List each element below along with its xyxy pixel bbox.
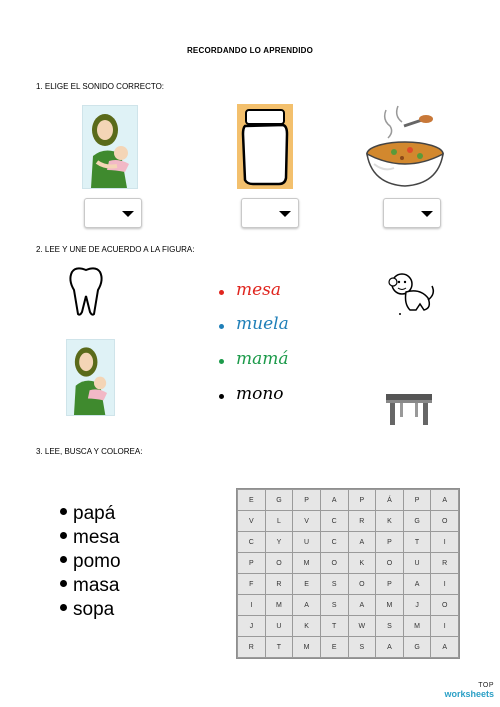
grid-cell[interactable]: K (376, 511, 404, 532)
grid-row (238, 595, 459, 616)
grid-cell[interactable]: V (238, 511, 266, 532)
soup-icon (364, 102, 446, 190)
grid-cell[interactable]: A (431, 490, 459, 511)
grid-cell[interactable]: I (431, 574, 459, 595)
grid-cell[interactable]: O (376, 553, 404, 574)
grid-cell[interactable]: M (293, 637, 321, 658)
grid-cell[interactable]: P (376, 574, 404, 595)
grid-cell[interactable]: P (403, 490, 431, 511)
grid-cell[interactable]: R (265, 574, 293, 595)
grid-cell[interactable]: E (238, 490, 266, 511)
grid-cell[interactable]: A (348, 595, 376, 616)
grid-cell[interactable]: I (431, 532, 459, 553)
grid-cell[interactable]: P (376, 532, 404, 553)
grid-cell[interactable]: E (320, 637, 348, 658)
monkey-image (386, 268, 438, 318)
grid-cell[interactable]: O (320, 553, 348, 574)
table-image (384, 390, 434, 426)
bullet-icon (60, 532, 67, 539)
page-title: RECORDANDO LO APRENDIDO (186, 46, 314, 55)
logo-name-text: worksheets (444, 689, 494, 699)
bullet-icon (60, 556, 67, 563)
grid-cell[interactable]: T (403, 532, 431, 553)
section2-heading: 2. LEE Y UNE DE ACUERDO A LA FIGURA: (36, 245, 195, 254)
grid-cell[interactable]: K (293, 616, 321, 637)
grid-cell[interactable]: E (293, 574, 321, 595)
word-muela: muela (236, 314, 289, 334)
tooth-image (66, 264, 106, 318)
word-list (60, 502, 121, 622)
tooth-icon (66, 264, 106, 318)
grid-cell[interactable]: I (238, 595, 266, 616)
chevron-down-icon (279, 211, 291, 217)
grid-row (238, 490, 459, 511)
grid-cell[interactable]: M (265, 595, 293, 616)
grid-cell[interactable]: C (320, 532, 348, 553)
grid-cell[interactable]: W (348, 616, 376, 637)
list-item: sopa (60, 598, 121, 622)
grid-row (238, 532, 459, 553)
grid-cell[interactable]: O (431, 511, 459, 532)
logo-top-text: TOP (478, 682, 494, 689)
grid-cell[interactable]: C (320, 511, 348, 532)
mother-baby-icon (83, 106, 137, 188)
word-bullet-dot (219, 394, 224, 399)
grid-cell[interactable]: U (403, 553, 431, 574)
monkey-icon (386, 268, 438, 318)
grid-cell[interactable]: R (238, 637, 266, 658)
section3-heading: 3. LEE, BUSCA Y COLOREA: (36, 447, 143, 456)
word-search-table (237, 489, 459, 658)
chevron-down-icon (421, 211, 433, 217)
bullet-icon (60, 580, 67, 587)
grid-cell[interactable]: R (431, 553, 459, 574)
word-mama: mamá (236, 349, 289, 369)
word-mono: mono (236, 384, 284, 404)
grid-cell[interactable]: L (265, 511, 293, 532)
grid-row (238, 553, 459, 574)
list-item: masa (60, 574, 121, 598)
grid-cell[interactable]: A (348, 532, 376, 553)
grid-row (238, 574, 459, 595)
grid-cell[interactable]: C (238, 532, 266, 553)
bullet-icon (60, 508, 67, 515)
grid-cell[interactable]: P (293, 490, 321, 511)
grid-cell[interactable]: A (431, 637, 459, 658)
grid-cell[interactable]: S (348, 637, 376, 658)
grid-cell[interactable]: R (348, 511, 376, 532)
grid-cell[interactable]: S (376, 616, 404, 637)
grid-cell[interactable]: T (320, 616, 348, 637)
list-item: mesa (60, 526, 121, 550)
grid-cell[interactable]: S (320, 574, 348, 595)
word-mesa: mesa (236, 280, 282, 300)
grid-cell[interactable]: A (320, 490, 348, 511)
grid-cell[interactable]: J (403, 595, 431, 616)
grid-cell[interactable]: Á (376, 490, 404, 511)
grid-cell[interactable]: I (431, 616, 459, 637)
mother-baby-image (82, 105, 138, 189)
grid-cell[interactable]: Y (265, 532, 293, 553)
mother-baby-image-2 (66, 339, 115, 416)
list-item: papá (60, 502, 121, 526)
grid-cell[interactable]: G (265, 490, 293, 511)
word-search-grid (236, 488, 460, 659)
grid-row (238, 616, 459, 637)
sound-select-1[interactable] (84, 198, 142, 228)
grid-cell[interactable]: A (403, 574, 431, 595)
sound-select-2[interactable] (241, 198, 299, 228)
grid-cell[interactable]: V (293, 511, 321, 532)
grid-cell[interactable]: K (348, 553, 376, 574)
grid-cell[interactable]: M (403, 616, 431, 637)
grid-row (238, 637, 459, 658)
grid-cell[interactable]: P (238, 553, 266, 574)
grid-cell[interactable]: O (431, 595, 459, 616)
grid-cell[interactable]: T (265, 637, 293, 658)
jar-icon (237, 104, 293, 189)
grid-cell[interactable]: O (265, 553, 293, 574)
grid-cell[interactable]: M (376, 595, 404, 616)
chevron-down-icon (122, 211, 134, 217)
grid-cell[interactable]: S (320, 595, 348, 616)
table-icon (384, 390, 434, 426)
word-bullet-dot (219, 324, 224, 329)
grid-cell[interactable]: O (348, 574, 376, 595)
grid-cell[interactable]: F (238, 574, 266, 595)
list-item: pomo (60, 550, 121, 574)
soup-image (364, 102, 446, 190)
grid-cell[interactable]: G (403, 511, 431, 532)
section1-heading: 1. ELIGE EL SONIDO CORRECTO: (36, 82, 165, 91)
jar-image (237, 104, 293, 189)
grid-cell[interactable]: M (293, 553, 321, 574)
bullet-icon (60, 604, 67, 611)
word-bullet-dot (219, 359, 224, 364)
mother-baby-icon (67, 340, 114, 415)
word-bullet-dot (219, 290, 224, 295)
grid-cell[interactable]: U (293, 532, 321, 553)
grid-cell[interactable]: J (238, 616, 266, 637)
sound-select-3[interactable] (383, 198, 441, 228)
grid-cell[interactable]: A (376, 637, 404, 658)
grid-cell[interactable]: G (403, 637, 431, 658)
topworksheets-logo[interactable] (444, 682, 494, 699)
grid-cell[interactable]: U (265, 616, 293, 637)
grid-cell[interactable]: P (348, 490, 376, 511)
grid-row (238, 511, 459, 532)
grid-cell[interactable]: A (293, 595, 321, 616)
